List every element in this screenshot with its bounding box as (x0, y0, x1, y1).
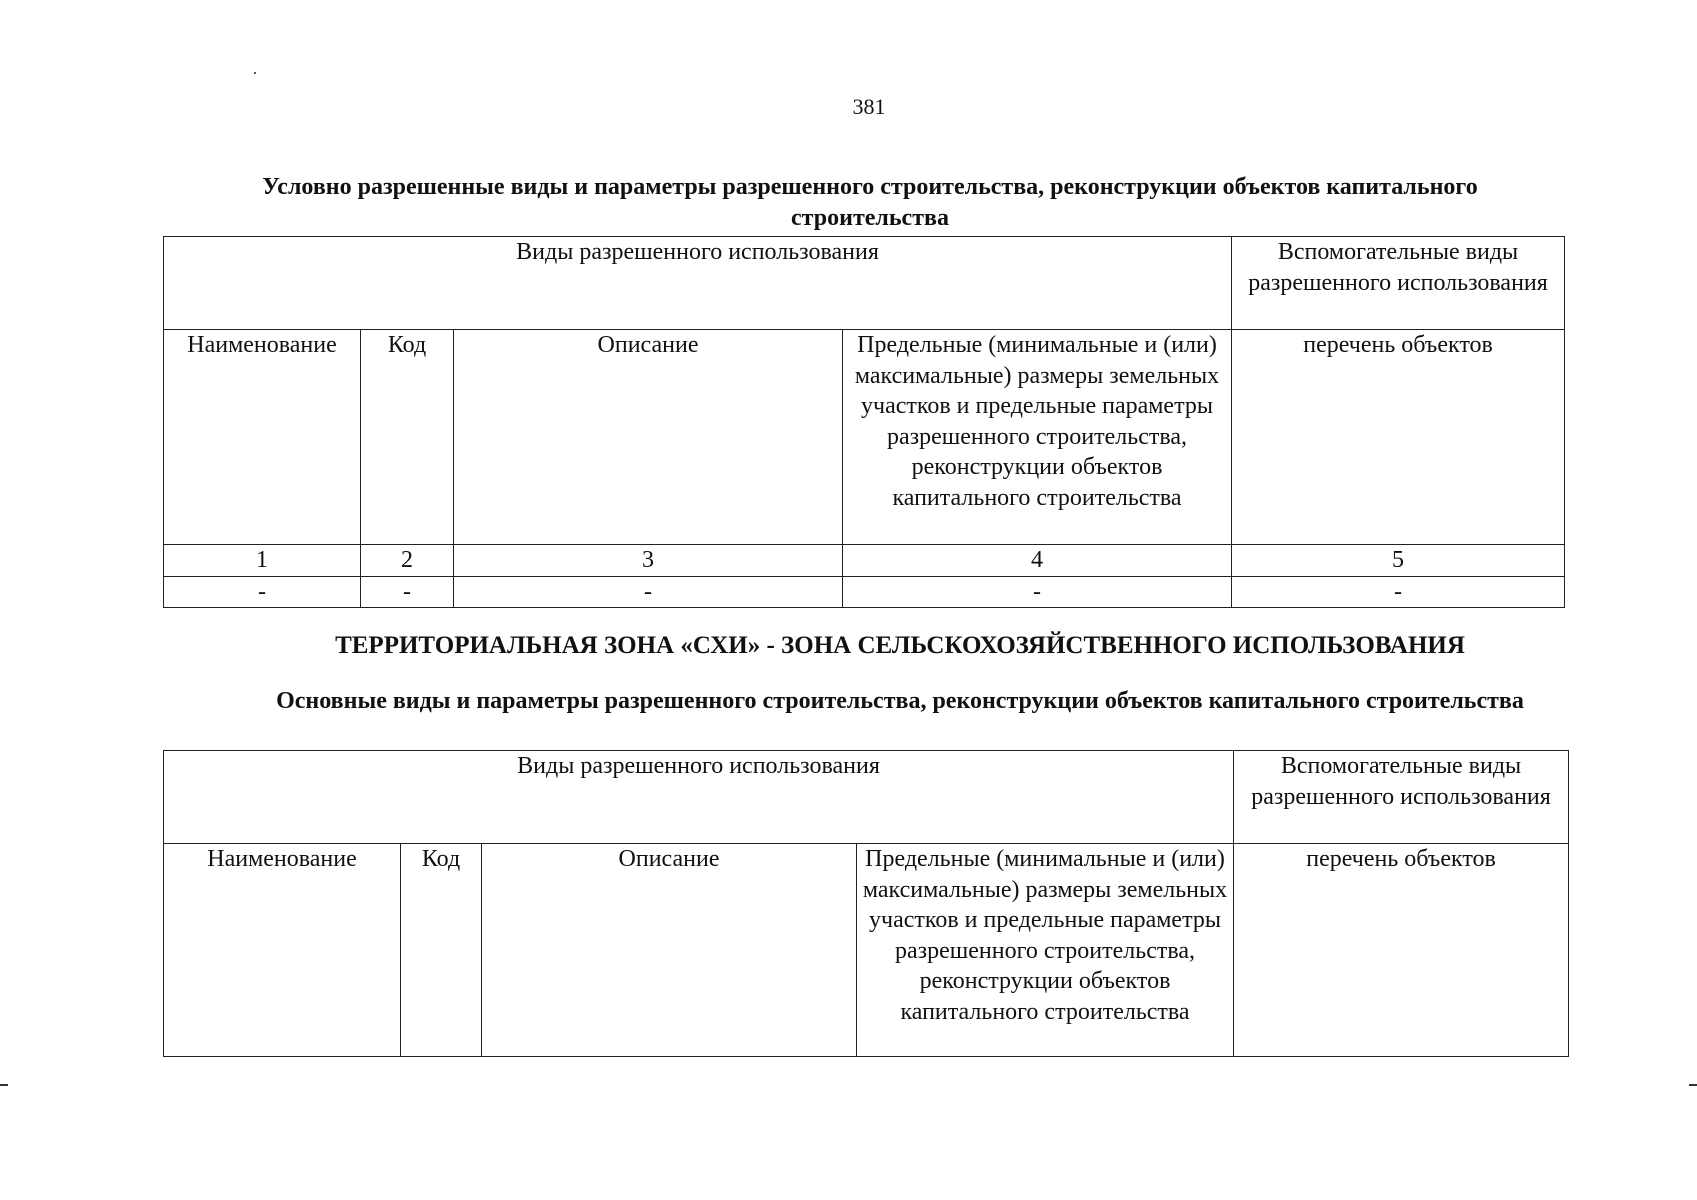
col-number: 4 (843, 545, 1232, 577)
column-number-row (164, 545, 1565, 577)
col-number: 5 (1232, 545, 1565, 577)
scan-edge-mark (1689, 1084, 1697, 1086)
table-row (164, 576, 1565, 608)
conditional-uses-table (163, 236, 1565, 608)
col-name-header: Наименование (164, 330, 361, 545)
col-description-header: Описание (482, 844, 857, 1057)
scan-speck (254, 72, 256, 74)
col-objects-header: перечень объектов (1232, 330, 1565, 545)
group-header: Виды разрешенного использования (164, 237, 1232, 330)
table-cell: - (164, 576, 361, 608)
table-header-row (164, 751, 1569, 844)
table-cell: - (454, 576, 843, 608)
col-objects-header: перечень объектов (1234, 844, 1569, 1057)
col-number: 2 (361, 545, 454, 577)
column-header-row (164, 330, 1565, 545)
col-number: 1 (164, 545, 361, 577)
section1-heading: Условно разрешенные виды и параметры разрешенного строительства, реконструкции объектов капитального строительства (262, 174, 1478, 231)
table-cell: - (1232, 576, 1565, 608)
column-header-row (164, 844, 1569, 1057)
aux-header: Вспомогательные виды разрешенного использования (1234, 751, 1569, 844)
aux-header: Вспомогательные виды разрешенного использования (1232, 237, 1565, 330)
zone-title: ТЕРРИТОРИАЛЬНАЯ ЗОНА «СХИ» - ЗОНА СЕЛЬСКОХОЗЯЙСТВЕННОГО ИСПОЛЬЗОВАНИЯ (335, 632, 1465, 659)
table-cell: - (361, 576, 454, 608)
main-uses-table (163, 750, 1569, 1057)
col-description-header: Описание (454, 330, 843, 545)
page-number: 381 (852, 94, 886, 119)
col-name-header: Наименование (164, 844, 401, 1057)
table-header-row (164, 237, 1565, 330)
col-parameters-header: Предельные (минимальные и (или) максимальные) размеры земельных участков и предельные параметры разрешенного строительства, реконструкции объектов капитального строительства (857, 844, 1234, 1057)
col-code-header: Код (401, 844, 482, 1057)
col-code-header: Код (361, 330, 454, 545)
table-cell: - (843, 576, 1232, 608)
scan-edge-mark (0, 1084, 8, 1086)
col-number: 3 (454, 545, 843, 577)
col-parameters-header: Предельные (минимальные и (или) максимальные) размеры земельных участков и предельные параметры разрешенного строительства, реконструкции объектов капитального строительства (843, 330, 1232, 545)
group-header: Виды разрешенного использования (164, 751, 1234, 844)
section2-heading: Основные виды и параметры разрешенного строительства, реконструкции объектов капитального строительства (276, 688, 1524, 714)
